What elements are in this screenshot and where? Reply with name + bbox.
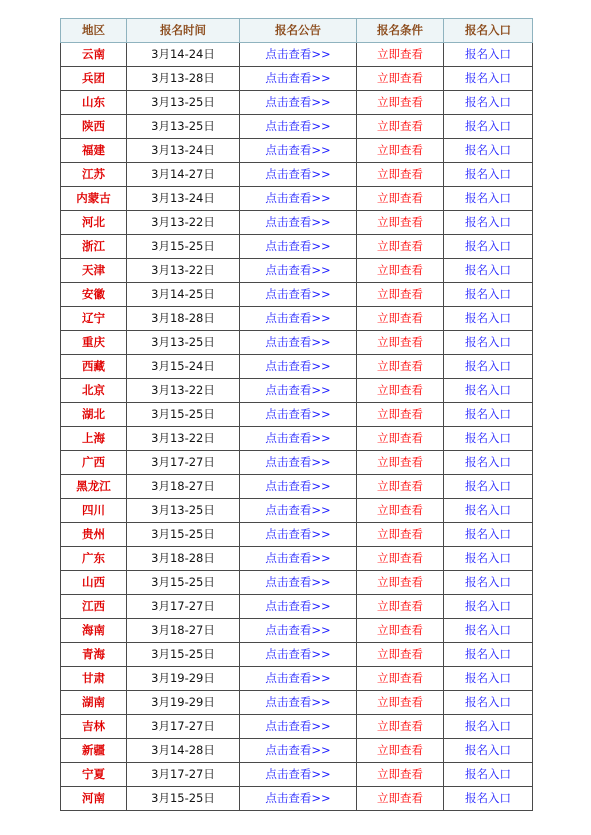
region-cell: 甘肃 — [61, 667, 127, 691]
entry-link[interactable]: 报名入口 — [444, 523, 533, 547]
condition-link[interactable]: 立即查看 — [357, 787, 444, 811]
condition-link[interactable]: 立即查看 — [357, 547, 444, 571]
region-cell: 福建 — [61, 139, 127, 163]
region-cell: 天津 — [61, 259, 127, 283]
time-cell: 3月13-22日 — [127, 427, 240, 451]
region-cell: 四川 — [61, 499, 127, 523]
condition-link[interactable]: 立即查看 — [357, 643, 444, 667]
table-row — [61, 403, 533, 427]
time-cell: 3月17-27日 — [127, 763, 240, 787]
table-row — [61, 787, 533, 811]
time-cell: 3月14-27日 — [127, 163, 240, 187]
table-row — [61, 139, 533, 163]
condition-link[interactable]: 立即查看 — [357, 331, 444, 355]
time-cell: 3月13-25日 — [127, 115, 240, 139]
notice-link[interactable]: 点击查看>> — [240, 91, 357, 115]
entry-link[interactable]: 报名入口 — [444, 427, 533, 451]
notice-link[interactable]: 点击查看>> — [240, 139, 357, 163]
table-row — [61, 115, 533, 139]
condition-link[interactable]: 立即查看 — [357, 235, 444, 259]
table-row — [61, 619, 533, 643]
condition-link[interactable]: 立即查看 — [357, 91, 444, 115]
time-cell: 3月13-22日 — [127, 259, 240, 283]
header-time: 报名时间 — [127, 19, 240, 43]
notice-link[interactable]: 点击查看>> — [240, 691, 357, 715]
table-row — [61, 211, 533, 235]
region-cell: 西藏 — [61, 355, 127, 379]
entry-link[interactable]: 报名入口 — [444, 211, 533, 235]
notice-link[interactable]: 点击查看>> — [240, 355, 357, 379]
condition-link[interactable]: 立即查看 — [357, 283, 444, 307]
notice-link[interactable]: 点击查看>> — [240, 211, 357, 235]
time-cell: 3月18-28日 — [127, 307, 240, 331]
entry-link[interactable]: 报名入口 — [444, 139, 533, 163]
region-cell: 北京 — [61, 379, 127, 403]
region-cell: 广东 — [61, 547, 127, 571]
table-row — [61, 91, 533, 115]
time-cell: 3月15-25日 — [127, 523, 240, 547]
notice-link[interactable]: 点击查看>> — [240, 643, 357, 667]
notice-link[interactable]: 点击查看>> — [240, 595, 357, 619]
table-row — [61, 547, 533, 571]
region-cell: 江苏 — [61, 163, 127, 187]
time-cell: 3月13-25日 — [127, 331, 240, 355]
region-cell: 浙江 — [61, 235, 127, 259]
condition-link[interactable]: 立即查看 — [357, 451, 444, 475]
entry-link[interactable]: 报名入口 — [444, 667, 533, 691]
table-row — [61, 187, 533, 211]
table-row — [61, 571, 533, 595]
notice-link[interactable]: 点击查看>> — [240, 667, 357, 691]
entry-link[interactable]: 报名入口 — [444, 403, 533, 427]
condition-link[interactable]: 立即查看 — [357, 715, 444, 739]
entry-link[interactable]: 报名入口 — [444, 475, 533, 499]
table-row — [61, 283, 533, 307]
table-row — [61, 307, 533, 331]
header-row — [61, 19, 533, 43]
entry-link[interactable]: 报名入口 — [444, 451, 533, 475]
notice-link[interactable]: 点击查看>> — [240, 451, 357, 475]
table-row — [61, 163, 533, 187]
time-cell: 3月15-25日 — [127, 571, 240, 595]
table-row — [61, 379, 533, 403]
header-condition: 报名条件 — [357, 19, 444, 43]
notice-link[interactable]: 点击查看>> — [240, 43, 357, 67]
time-cell: 3月13-24日 — [127, 139, 240, 163]
notice-link[interactable]: 点击查看>> — [240, 403, 357, 427]
entry-link[interactable]: 报名入口 — [444, 691, 533, 715]
region-cell: 云南 — [61, 43, 127, 67]
notice-link[interactable]: 点击查看>> — [240, 115, 357, 139]
time-cell: 3月13-22日 — [127, 379, 240, 403]
condition-link[interactable]: 立即查看 — [357, 355, 444, 379]
condition-link[interactable]: 立即查看 — [357, 67, 444, 91]
condition-link[interactable]: 立即查看 — [357, 571, 444, 595]
time-cell: 3月17-27日 — [127, 715, 240, 739]
entry-link[interactable]: 报名入口 — [444, 331, 533, 355]
entry-link[interactable]: 报名入口 — [444, 787, 533, 811]
table-row — [61, 259, 533, 283]
entry-link[interactable]: 报名入口 — [444, 715, 533, 739]
time-cell: 3月13-25日 — [127, 499, 240, 523]
condition-link[interactable]: 立即查看 — [357, 763, 444, 787]
entry-link[interactable]: 报名入口 — [444, 115, 533, 139]
notice-link[interactable]: 点击查看>> — [240, 283, 357, 307]
region-cell: 重庆 — [61, 331, 127, 355]
region-cell: 贵州 — [61, 523, 127, 547]
entry-link[interactable]: 报名入口 — [444, 91, 533, 115]
entry-link[interactable]: 报名入口 — [444, 499, 533, 523]
condition-link[interactable]: 立即查看 — [357, 475, 444, 499]
time-cell: 3月15-25日 — [127, 787, 240, 811]
entry-link[interactable]: 报名入口 — [444, 259, 533, 283]
time-cell: 3月13-22日 — [127, 211, 240, 235]
region-cell: 新疆 — [61, 739, 127, 763]
notice-link[interactable]: 点击查看>> — [240, 619, 357, 643]
notice-link[interactable]: 点击查看>> — [240, 235, 357, 259]
table-row — [61, 475, 533, 499]
entry-link[interactable]: 报名入口 — [444, 763, 533, 787]
table-row — [61, 715, 533, 739]
region-cell: 青海 — [61, 643, 127, 667]
notice-link[interactable]: 点击查看>> — [240, 187, 357, 211]
condition-link[interactable]: 立即查看 — [357, 499, 444, 523]
region-cell: 广西 — [61, 451, 127, 475]
notice-link[interactable]: 点击查看>> — [240, 475, 357, 499]
table-header — [61, 19, 533, 43]
region-cell: 河南 — [61, 787, 127, 811]
notice-link[interactable]: 点击查看>> — [240, 499, 357, 523]
region-cell: 江西 — [61, 595, 127, 619]
condition-link[interactable]: 立即查看 — [357, 739, 444, 763]
region-cell: 湖南 — [61, 691, 127, 715]
time-cell: 3月19-29日 — [127, 667, 240, 691]
condition-link[interactable]: 立即查看 — [357, 187, 444, 211]
notice-link[interactable]: 点击查看>> — [240, 739, 357, 763]
region-cell: 宁夏 — [61, 763, 127, 787]
condition-link[interactable]: 立即查看 — [357, 115, 444, 139]
condition-link[interactable]: 立即查看 — [357, 259, 444, 283]
time-cell: 3月17-27日 — [127, 595, 240, 619]
entry-link[interactable]: 报名入口 — [444, 307, 533, 331]
registration-table — [60, 18, 533, 811]
header-entry: 报名入口 — [444, 19, 533, 43]
entry-link[interactable]: 报名入口 — [444, 379, 533, 403]
region-cell: 山西 — [61, 571, 127, 595]
time-cell: 3月17-27日 — [127, 451, 240, 475]
region-cell: 上海 — [61, 427, 127, 451]
region-cell: 山东 — [61, 91, 127, 115]
region-cell: 辽宁 — [61, 307, 127, 331]
time-cell: 3月18-27日 — [127, 619, 240, 643]
notice-link[interactable]: 点击查看>> — [240, 307, 357, 331]
table-row — [61, 67, 533, 91]
notice-link[interactable]: 点击查看>> — [240, 163, 357, 187]
condition-link[interactable]: 立即查看 — [357, 403, 444, 427]
entry-link[interactable]: 报名入口 — [444, 739, 533, 763]
condition-link[interactable]: 立即查看 — [357, 667, 444, 691]
table-row — [61, 667, 533, 691]
condition-link[interactable]: 立即查看 — [357, 523, 444, 547]
region-cell: 海南 — [61, 619, 127, 643]
condition-link[interactable]: 立即查看 — [357, 163, 444, 187]
entry-link[interactable]: 报名入口 — [444, 595, 533, 619]
region-cell: 陕西 — [61, 115, 127, 139]
region-cell: 内蒙古 — [61, 187, 127, 211]
table-row — [61, 763, 533, 787]
region-cell: 兵团 — [61, 67, 127, 91]
table-body — [61, 43, 533, 811]
entry-link[interactable]: 报名入口 — [444, 355, 533, 379]
notice-link[interactable]: 点击查看>> — [240, 787, 357, 811]
condition-link[interactable]: 立即查看 — [357, 43, 444, 67]
table-row — [61, 691, 533, 715]
notice-link[interactable]: 点击查看>> — [240, 763, 357, 787]
time-cell: 3月13-24日 — [127, 187, 240, 211]
condition-link[interactable]: 立即查看 — [357, 211, 444, 235]
time-cell: 3月15-25日 — [127, 643, 240, 667]
region-cell: 安徽 — [61, 283, 127, 307]
table-row — [61, 43, 533, 67]
table-row — [61, 643, 533, 667]
notice-link[interactable]: 点击查看>> — [240, 331, 357, 355]
region-cell: 黑龙江 — [61, 475, 127, 499]
entry-link[interactable]: 报名入口 — [444, 571, 533, 595]
header-region: 地区 — [61, 19, 127, 43]
table-row — [61, 355, 533, 379]
notice-link[interactable]: 点击查看>> — [240, 379, 357, 403]
entry-link[interactable]: 报名入口 — [444, 235, 533, 259]
notice-link[interactable]: 点击查看>> — [240, 67, 357, 91]
notice-link[interactable]: 点击查看>> — [240, 715, 357, 739]
entry-link[interactable]: 报名入口 — [444, 187, 533, 211]
table-row — [61, 499, 533, 523]
entry-link[interactable]: 报名入口 — [444, 283, 533, 307]
entry-link[interactable]: 报名入口 — [444, 619, 533, 643]
time-cell: 3月19-29日 — [127, 691, 240, 715]
condition-link[interactable]: 立即查看 — [357, 691, 444, 715]
condition-link[interactable]: 立即查看 — [357, 427, 444, 451]
entry-link[interactable]: 报名入口 — [444, 163, 533, 187]
time-cell: 3月13-28日 — [127, 67, 240, 91]
table-row — [61, 235, 533, 259]
header-notice: 报名公告 — [240, 19, 357, 43]
condition-link[interactable]: 立即查看 — [357, 619, 444, 643]
condition-link[interactable]: 立即查看 — [357, 139, 444, 163]
time-cell: 3月15-25日 — [127, 403, 240, 427]
time-cell: 3月14-25日 — [127, 283, 240, 307]
table-row — [61, 739, 533, 763]
condition-link[interactable]: 立即查看 — [357, 379, 444, 403]
notice-link[interactable]: 点击查看>> — [240, 547, 357, 571]
table-row — [61, 331, 533, 355]
entry-link[interactable]: 报名入口 — [444, 43, 533, 67]
time-cell: 3月15-25日 — [127, 235, 240, 259]
notice-link[interactable]: 点击查看>> — [240, 259, 357, 283]
time-cell: 3月15-24日 — [127, 355, 240, 379]
region-cell: 吉林 — [61, 715, 127, 739]
table-row — [61, 451, 533, 475]
table-row — [61, 523, 533, 547]
region-cell: 湖北 — [61, 403, 127, 427]
time-cell: 3月18-28日 — [127, 547, 240, 571]
entry-link[interactable]: 报名入口 — [444, 67, 533, 91]
notice-link[interactable]: 点击查看>> — [240, 427, 357, 451]
time-cell: 3月13-25日 — [127, 91, 240, 115]
entry-link[interactable]: 报名入口 — [444, 547, 533, 571]
condition-link[interactable]: 立即查看 — [357, 307, 444, 331]
time-cell: 3月14-28日 — [127, 739, 240, 763]
time-cell: 3月18-27日 — [127, 475, 240, 499]
notice-link[interactable]: 点击查看>> — [240, 571, 357, 595]
time-cell: 3月14-24日 — [127, 43, 240, 67]
region-cell: 河北 — [61, 211, 127, 235]
condition-link[interactable]: 立即查看 — [357, 595, 444, 619]
table-row — [61, 427, 533, 451]
table-row — [61, 595, 533, 619]
notice-link[interactable]: 点击查看>> — [240, 523, 357, 547]
entry-link[interactable]: 报名入口 — [444, 643, 533, 667]
